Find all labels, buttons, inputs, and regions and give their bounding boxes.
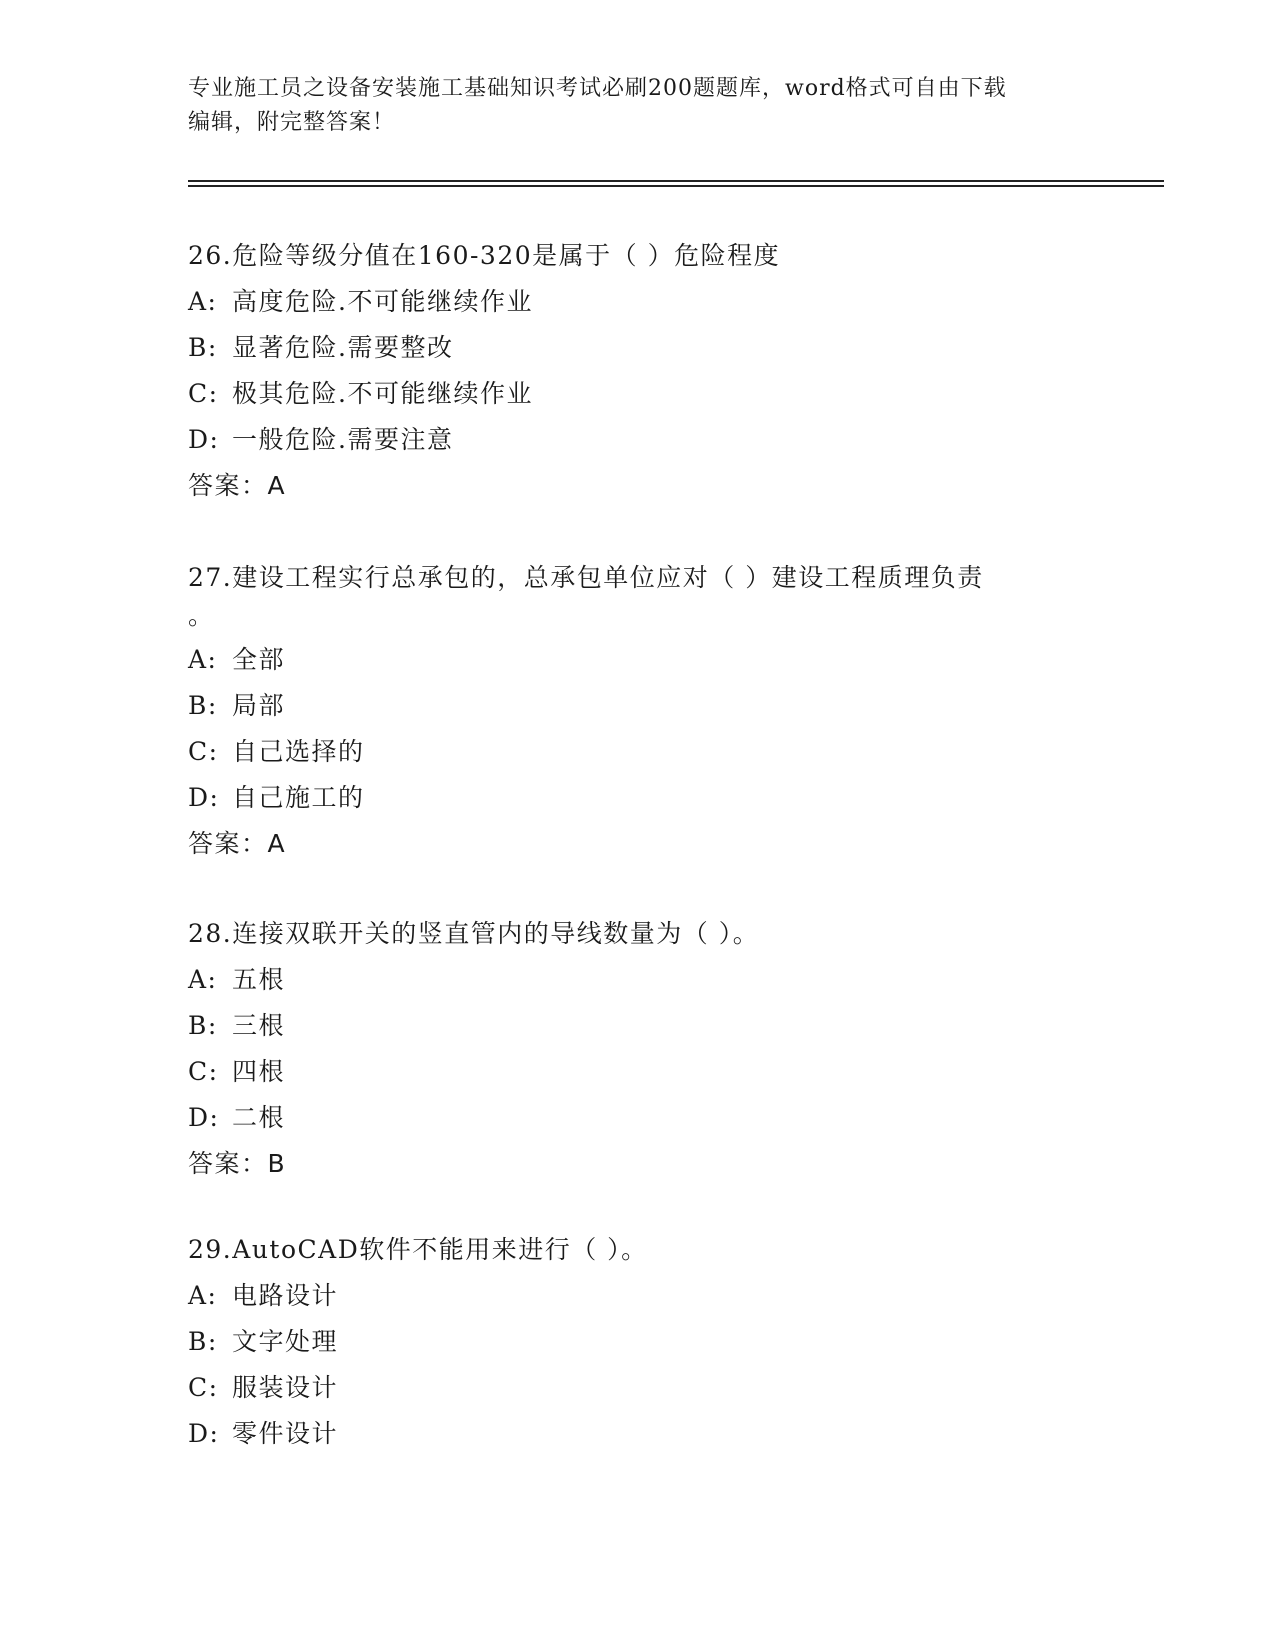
option-letter: A:	[188, 965, 218, 994]
option-letter: B:	[188, 691, 218, 720]
option-text: 自己选择的	[232, 737, 365, 766]
option-d	[188, 1411, 1088, 1457]
option-text: 显著危险.需要整改	[232, 333, 454, 362]
option-text: 四根	[232, 1057, 286, 1086]
option-text: 五根	[232, 965, 286, 994]
option-c	[188, 1365, 1088, 1411]
option-text: 全部	[232, 645, 286, 674]
option-text: 局部	[232, 691, 286, 720]
question-27	[188, 555, 1088, 867]
option-letter: D:	[188, 1103, 220, 1132]
option-b	[188, 1003, 1088, 1049]
option-text: 二根	[232, 1103, 286, 1132]
option-c	[188, 371, 1088, 417]
option-letter: B:	[188, 1011, 218, 1040]
option-a	[188, 1273, 1088, 1319]
question-stem: 29.AutoCAD软件不能用来进行（ ）。	[188, 1235, 648, 1264]
option-d	[188, 1095, 1088, 1141]
option-letter: C:	[188, 379, 219, 408]
option-letter: C:	[188, 737, 219, 766]
option-text: 极其危险.不可能继续作业	[232, 379, 533, 408]
option-text: 零件设计	[232, 1419, 339, 1448]
answer-line: 答案：B	[188, 1149, 287, 1178]
option-d	[188, 417, 1088, 463]
question-stem: 27.建设工程实行总承包的，总承包单位应对（ ）建设工程质理负责	[188, 563, 984, 592]
option-text: 三根	[232, 1011, 286, 1040]
option-text: 高度危险.不可能继续作业	[232, 287, 533, 316]
option-b	[188, 683, 1088, 729]
option-text: 一般危险.需要注意	[232, 425, 454, 454]
header-divider-top	[188, 180, 1164, 182]
question-stem: 26.危险等级分值在160-320是属于（ ）危险程度	[188, 241, 781, 270]
answer-line: 答案：A	[188, 829, 287, 858]
option-letter: D:	[188, 783, 220, 812]
option-a	[188, 957, 1088, 1003]
question-stem: 28.连接双联开关的竖直管内的导线数量为（ ）。	[188, 919, 760, 948]
option-c	[188, 729, 1088, 775]
option-letter: A:	[188, 287, 218, 316]
option-text: 电路设计	[232, 1281, 339, 1310]
option-letter: B:	[188, 333, 218, 362]
question-29	[188, 1227, 1088, 1457]
option-text: 文字处理	[232, 1327, 339, 1356]
option-a	[188, 637, 1088, 683]
option-letter: C:	[188, 1057, 219, 1086]
option-b	[188, 325, 1088, 371]
document-header	[188, 72, 1068, 140]
option-text: 服装设计	[232, 1373, 339, 1402]
header-line-1: 专业施工员之设备安装施工基础知识考试必刷200题题库，word格式可自由下载	[188, 76, 1007, 101]
header-line-2: 编辑，附完整答案！	[188, 110, 396, 135]
header-divider-bottom	[188, 185, 1164, 187]
question-28	[188, 911, 1088, 1187]
option-letter: A:	[188, 645, 218, 674]
option-letter: D:	[188, 425, 220, 454]
option-b	[188, 1319, 1088, 1365]
option-letter: B:	[188, 1327, 218, 1356]
option-text: 自己施工的	[232, 783, 365, 812]
question-stem-continuation: 。	[188, 601, 215, 630]
answer-line: 答案：A	[188, 471, 287, 500]
question-26	[188, 233, 1088, 509]
option-c	[188, 1049, 1088, 1095]
option-letter: C:	[188, 1373, 219, 1402]
option-a	[188, 279, 1088, 325]
option-letter: A:	[188, 1281, 218, 1310]
option-d	[188, 775, 1088, 821]
option-letter: D:	[188, 1419, 220, 1448]
